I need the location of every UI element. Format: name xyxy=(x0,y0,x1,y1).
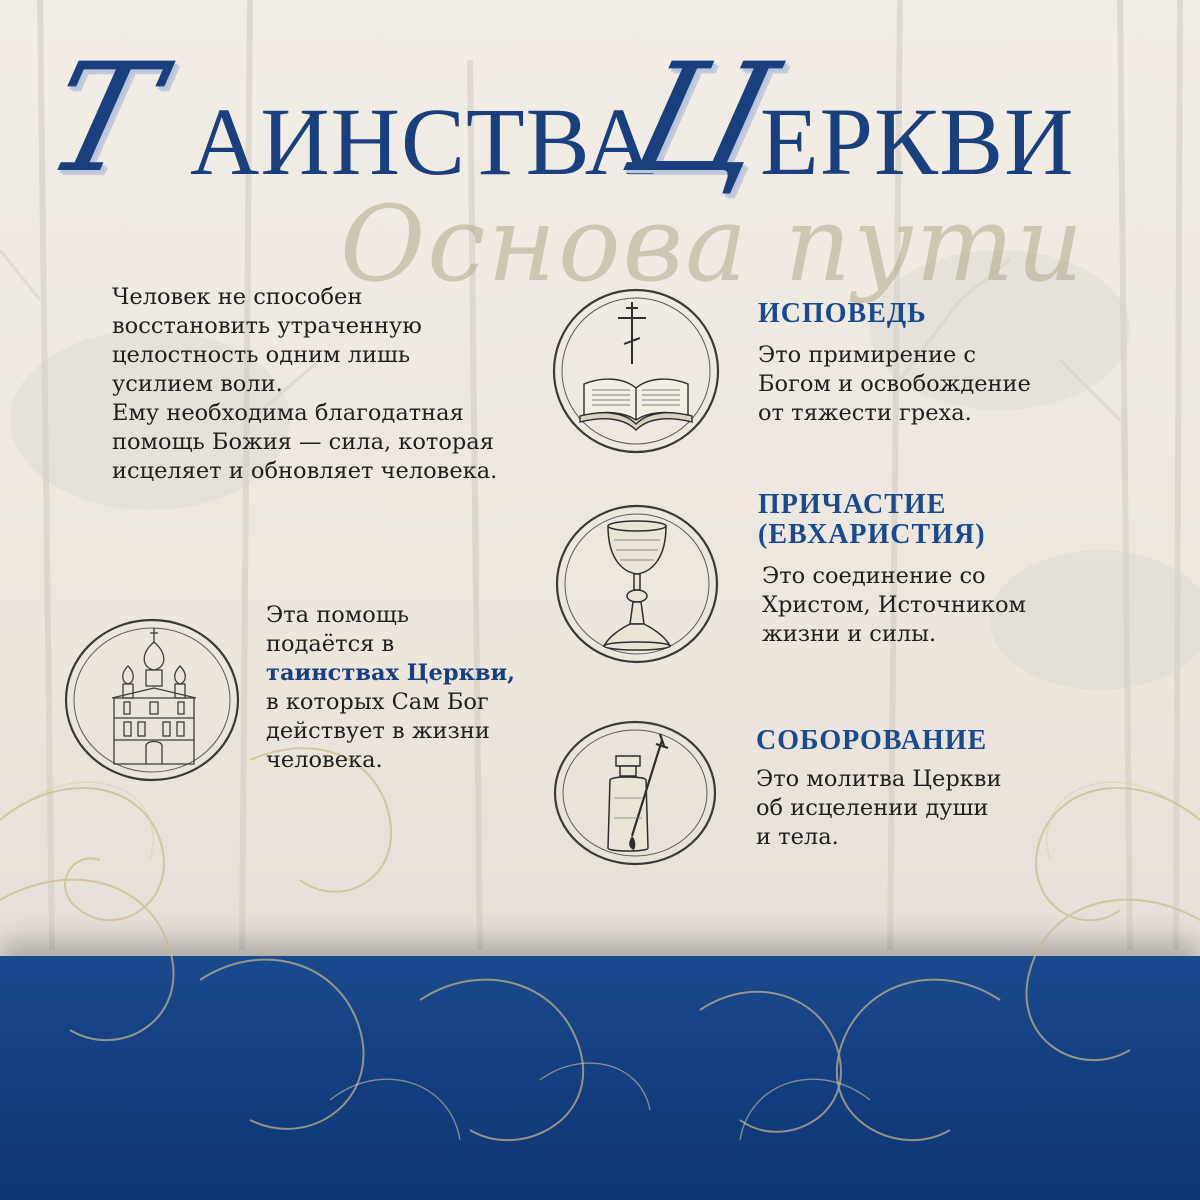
help-line: Эта помощь xyxy=(266,602,409,628)
intro-line: целостность одним лишь xyxy=(112,342,411,368)
title-word-1: АИНСТВА xyxy=(190,88,655,195)
help-line: действует в жизни xyxy=(266,718,490,744)
title-initial-t: Т xyxy=(30,32,174,206)
cathedral-icon xyxy=(56,614,248,786)
intro-line: Человек не способен xyxy=(112,284,363,310)
help-paragraph xyxy=(266,601,526,775)
help-line: человека. xyxy=(266,747,383,773)
communion-title: ПРИЧАСТИЕ (ЕВХАРИСТИЯ) xyxy=(758,489,986,550)
help-highlight: таинствах Церкви, xyxy=(266,660,515,686)
oil-vial-icon xyxy=(550,718,720,868)
help-line: в которых Сам Бог xyxy=(266,689,489,715)
intro-paragraph xyxy=(112,283,542,486)
intro-line: исцеляет и обновляет человека. xyxy=(112,458,498,484)
communion-description: Это соединение со Христом, Источником жизни и силы. xyxy=(762,563,1027,647)
subtitle: Основа пути xyxy=(340,183,1086,305)
unction-title: СОБОРОВАНИЕ xyxy=(756,725,988,756)
intro-line: восстановить утраченную xyxy=(112,313,422,339)
title-initial-ts: Ц xyxy=(614,32,789,206)
cross-and-bible-icon xyxy=(548,284,724,458)
unction-description: Это молитва Церкви об исцелении души и тела. xyxy=(756,766,1002,850)
intro-line: усилием воли. xyxy=(112,371,283,397)
chalice-icon xyxy=(552,500,722,668)
confession-title: ИСПОВЕДЬ xyxy=(758,298,927,329)
confession-description: Это примирение с Богом и освобождение от тяжести греха. xyxy=(758,342,1031,426)
intro-line: помощь Божия — сила, которая xyxy=(112,429,494,455)
title-word-2: ЕРКВИ xyxy=(760,88,1075,195)
help-line: подаётся в xyxy=(266,631,395,657)
intro-line: Ему необходима благодатная xyxy=(112,400,464,426)
